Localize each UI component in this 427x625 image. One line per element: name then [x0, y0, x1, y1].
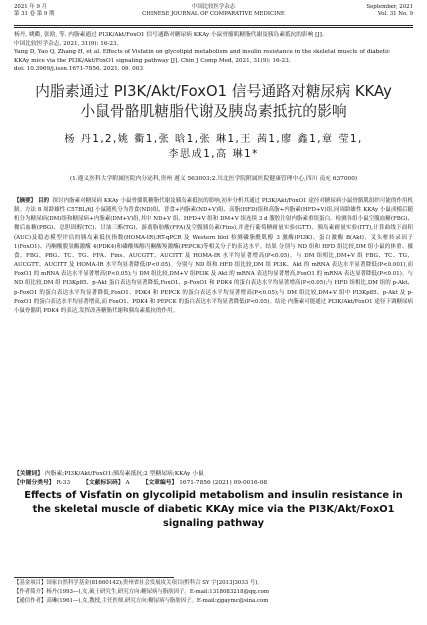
title-en-line3: signaling pathway	[163, 518, 264, 530]
article-no-value: 1671-7856 (2021) 09-0016-08	[179, 480, 268, 486]
footnotes	[14, 579, 413, 606]
running-header	[14, 4, 413, 24]
citation-cn-line1: 杨丹, 姚衢, 张晗, 等. 内脂素通过 PI3K/Akt/FoxO1 信号通路对糖尿病 KKAy 小鼠骨骼肌糖脂代谢及胰岛素抵抗的影响 [J].	[14, 32, 324, 38]
article-title-cn	[14, 82, 413, 122]
citation-en-line2: KKAy mice via the PI3K/Akt/FoxO1 signaling pathway [J]. Chin J Comp Med, 2021, 31(9): 16-23.	[14, 57, 291, 64]
keywords-text: 内脂素;PI3K/Akt/FoxO1;胰岛素抵抗;2 型糖尿病;KKAy 小鼠	[44, 471, 204, 477]
doc-code-value: A	[125, 480, 130, 486]
title-cn-line1: 内脂素通过 PI3K/Akt/FoxO1 信号通路对糖尿病 KKAy	[35, 83, 392, 100]
doi: doi: 10.3969/j.issn.1671-7856. 2021. 09. 003	[14, 66, 144, 73]
authors-line1: 杨 丹1,2,姚 衢1,张 晗1,张 琳1,王 茜1,廖 鑫1,章 莹1,	[64, 134, 363, 145]
title-cn-line2: 小鼠骨骼肌糖脂代谢及胰岛素抵抗的影响	[80, 103, 347, 120]
footnote-corresponding: 【通信作者】高琳(1961—),女,教授,主任医师,研究方向:糖尿病与脂肪因子。E-mail:zjgaymc@sina.com	[14, 598, 269, 604]
title-en-line2: the skeletal muscle of diabetic KKAy mice via the PI3K/Akt/FoxO1	[32, 504, 395, 516]
header-center	[14, 4, 413, 18]
footnote-fund: 【基金项目】国家自然科学基金(81660142);贵州省社会发展攻关项目(黔科合 SY 字[2013]3033 号)。	[14, 580, 263, 586]
article-title-en	[14, 489, 413, 532]
clc-label: 【中图分类号】	[14, 480, 55, 486]
affiliation: (1.遵义医科大学附属医院内分泌科,贵州 遵义 563003;2.川北医学院附属医院健康管理中心,四川 南充 637000)	[69, 176, 358, 182]
header-rule-2	[14, 27, 413, 28]
header-rule	[14, 25, 413, 26]
abstract	[14, 197, 413, 316]
doc-code-label: 【文献标识码】	[83, 480, 124, 486]
clc-value: R-33	[56, 480, 71, 486]
title-en-line1: Effects of Visfatin on glycolipid metabolism and insulin resistance in	[24, 490, 403, 501]
keywords-row	[14, 470, 413, 479]
header-volume-cn: 第 31 卷 第 9 期	[14, 11, 55, 17]
journal-name-cn: 中国比较医学杂志	[191, 4, 236, 10]
authors-line2: 李思成1,高 琳1*	[168, 148, 259, 160]
journal-name-en: CHINESE JOURNAL OF COMPARATIVE MEDICINE	[142, 11, 285, 17]
footnote-rule	[14, 577, 174, 578]
abstract-text: 探讨内脂素对糖尿病 KKAy 小鼠骨骼肌糖脂代谢及胰岛素抵抗的影响,初步分析其通过 PI3K/Akt/FoxO1 途径对糖尿病小鼠骨骼肌组织可能的作用机制。方法 8 周龄雄性 C57BL/6J 小鼠随机分为普食(ND)组、普食+内脂素(ND+V)组、高脂(HFD)组和高脂+内脂素(HFD+V)组,同周龄雄性 KKAy 小鼠成模后随机分为糖尿病(DM)组和糖尿病+内脂素(DM+V)组,其中 ND+V 组、HFD+V 组和 DM+V 组连续 3 d 腹腔注射内脂素重组蛋白。检测各组小鼠空腹血糖(FBG)、餐后血糖(PBG)、总胆固醇(TC)、甘油三酯(TG)、游离脂肪酸(FFA)及空腹胰岛素(Fins),并进行葡萄糖耐量实验(GTT)、胰岛素耐量实验(ITT),计算曲线下面积(AUC)及稳态模型评估的胰岛素抵抗指数(HOMA-IR);RT-qPCR 及 Western blot 检测磷脂酰肌醇 3 激酶(PI3K)、蛋白激酶 B(Akt)、叉头框转录因子 1(FoxO1)、丙酮酸脱氢酶激酶 4(PDK4)和磷酸烯醇丙酮酸羧激酶(PEPCK)等相关分子的表达水平。结果 分别与 ND 组和 HFD 组比较,DM 组小鼠的体重、摄食、FBG、PBG、TC、TG、FFA、Fins、AUCGTT、AUCITT 及 HOMA-IR 水平均显著增高(P<0.05)。与 DM 组相比,DM+V 组 FBG、TC、TG、AUCGTT、AUCITT 及 HOMA-IR 水平均显著降低(P<0.05)。分别与 ND 组和 HFD 组比较,DM 组 PI3K、Akt 的 mRNA 表达水平显著降低(P<0.001),而 FoxO1 的 mRNA 表达水平显著增高(P<0.05);与 DM 组比较,DM+V 组PI3K 及 Akt 的 mRNA 表达均显著增高,FoxO1 的 mRNA 表达显著降低(P<0.01)。与 ND 组比较,DM 组 PI3Kp85、p-Akt 蛋白表达均显著降低,FoxO1、p-FoxO1 和 PDK4 的蛋白表达水平均显著增高(P<0.05);与 HFD 组相比,DM 组的 p-Akt、p-FoxO1 的蛋白表达水平均显著降低,FoxO1、PDK4 和 PEPCK 的蛋白表达水平均显著增高(P<0.05);与 DM 组比较,DM+V 组中 PI3Kp85、p-Akt 及 p-FoxO1 的蛋白表达水平均显著增高,而 FoxO1、PDK4 和 PEPCK 的蛋白表达水平均显著降低(P<0.05)。结论 内脂素可能通过 PI3K/Akt/FoxO1 途径下调糖尿病小鼠骨骼肌 PDK4 的表达,发挥改善糖脂代谢和胰岛素抵抗的作用。	[14, 198, 413, 314]
keywords-label: 【关键词】	[14, 471, 43, 477]
article-no-label: 【文章编号】	[142, 480, 178, 486]
header-right	[366, 4, 413, 18]
classification-row	[14, 479, 413, 488]
citation-cn-line2: 中国比较医学杂志, 2021, 31(9): 16-23.	[14, 40, 119, 47]
footnote-author: 【作者简介】杨丹(1993—),女,硕士研究生,研究方向:糖尿病与脂肪因子。E-mail:1318083218@qq.com	[14, 589, 269, 595]
citation-en-line1: Yang D, Yao Q, Zhang H, et al. Effects of Visfatin on glycolipid metabolism and insulin resistance in the skeletal muscle of diabetic	[14, 49, 390, 56]
abstract-body	[14, 197, 413, 316]
citation-block	[14, 31, 413, 74]
header-volume-en: Vol. 31 No. 9	[377, 11, 413, 17]
keywords-block	[14, 470, 413, 488]
author-list	[14, 133, 413, 162]
header-month-en: September, 2021	[366, 4, 413, 10]
abstract-label: 【摘要】 目的	[14, 198, 50, 204]
header-date: 2021 年 9 月	[14, 4, 48, 10]
